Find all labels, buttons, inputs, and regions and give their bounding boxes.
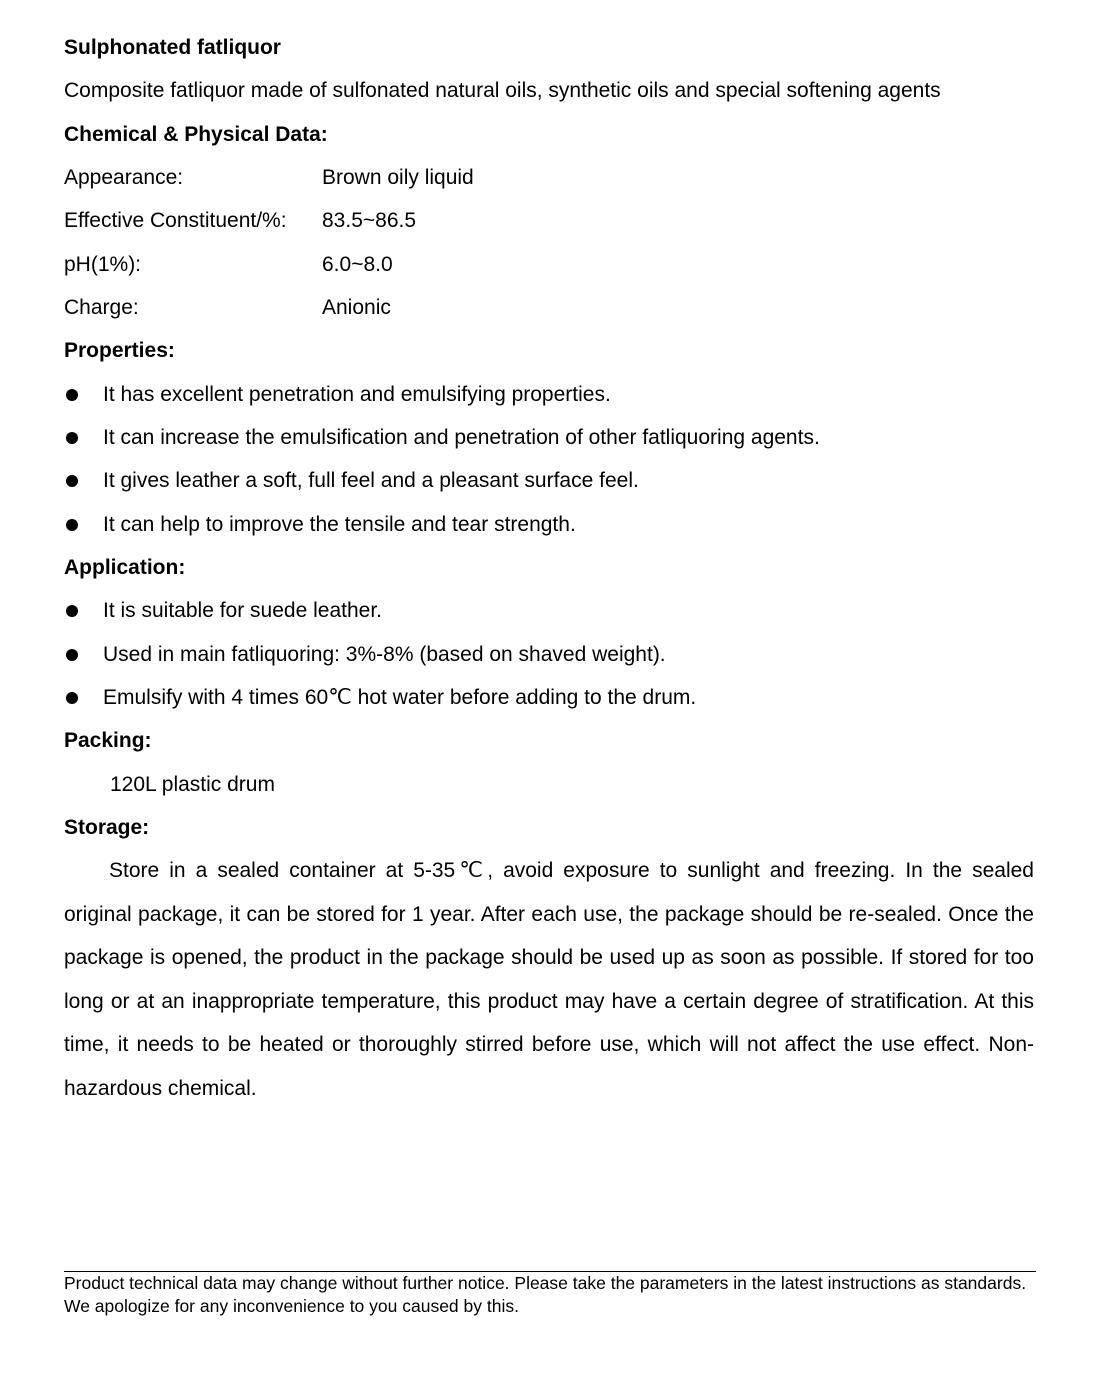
list-item-text: It is suitable for suede leather. (103, 599, 382, 622)
bullet-icon (66, 605, 78, 617)
data-value: 6.0~8.0 (322, 253, 393, 276)
chemical-heading: Chemical & Physical Data: (64, 123, 328, 146)
footer-text: Product technical data may change without further notice. Please take the parameters in the latest instructions as standards. We apologize for any inconvenience to you caused by this. (64, 1273, 1027, 1316)
data-value: 83.5~86.5 (322, 209, 417, 232)
bullet-icon (66, 432, 78, 444)
storage-paragraph (64, 849, 1034, 1110)
data-value: Brown oily liquid (322, 166, 474, 189)
list-item-text: It gives leather a soft, full feel and a pleasant surface feel. (103, 469, 639, 492)
list-item-text: It can increase the emulsification and penetration of other fatliquoring agents. (103, 426, 820, 449)
properties-heading: Properties: (64, 339, 175, 362)
data-label: pH(1%): (64, 253, 142, 276)
list-item-text: Used in main fatliquoring: 3%-8% (based on shaved weight). (103, 643, 666, 666)
application-heading: Application: (64, 556, 186, 579)
storage-text: Store in a sealed container at 5-35℃, avoid exposure to sunlight and freezing. In the sealed original package, it can be stored for 1 year. After each use, the package should be re-sealed. Once the package is opened, the product in the package should be used up as soon as possible. If stored for too long or at an inappropriate temperature, this product may have a certain degree of stratification. At this time, it needs to be heated or thoroughly stirred before use, which will not affect the use effect. Non-hazardous chemical. (64, 859, 1034, 1100)
list-item-text: It has excellent penetration and emulsifying properties. (103, 383, 611, 406)
data-label: Charge: (64, 296, 139, 319)
product-description: Composite fatliquor made of sulfonated natural oils, synthetic oils and special softening agents (64, 79, 941, 102)
bullet-icon (66, 692, 78, 704)
bullet-icon (66, 649, 78, 661)
bullet-icon (66, 519, 78, 531)
data-label: Appearance: (64, 166, 184, 189)
data-label: Effective Constituent/%: (64, 209, 287, 232)
list-item-text: Emulsify with 4 times 60℃ hot water before adding to the drum. (103, 686, 697, 709)
list-item-text: It can help to improve the tensile and tear strength. (103, 513, 576, 536)
packing-text: 120L plastic drum (110, 773, 275, 796)
bullet-icon (66, 475, 78, 487)
packing-heading: Packing: (64, 729, 152, 752)
bullet-icon (66, 389, 78, 401)
footer-notice (64, 1271, 1036, 1318)
data-value: Anionic (322, 296, 391, 319)
product-title: Sulphonated fatliquor (64, 36, 281, 59)
storage-heading: Storage: (64, 816, 150, 839)
